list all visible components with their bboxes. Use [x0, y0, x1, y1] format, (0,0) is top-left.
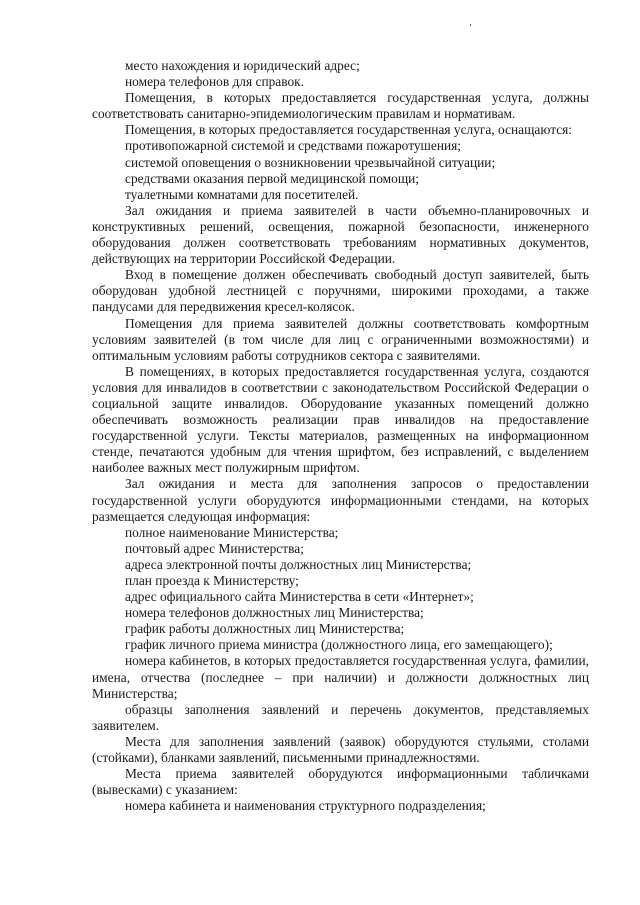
paragraph: Помещения, в которых предоставляется государственная услуга, должны соответствовать санитарно-эпидемиологическим правилам и нормативам. [92, 90, 589, 122]
paragraph: Помещения для приема заявителей должны соответствовать комфортным условиям заявителей (в том числе для лиц с ограниченными возможностями) и оптимальным условиям работы сотрудников сектора с заявителями. [92, 315, 589, 363]
list-item: адреса электронной почты должностных лиц Министерства; [125, 556, 472, 572]
list-item: полное наименование Министерства; [125, 524, 339, 540]
list-item: средствами оказания первой медицинской помощи; [125, 170, 420, 186]
list-item: план проезда к Министерству; [125, 573, 299, 588]
list-item: почтовый адрес Министерства; [125, 540, 304, 556]
paragraph: номера кабинетов, в которых предоставляется государственная услуга, фамилии, имена, отчества (последнее – при наличии) и должности должностных лиц Министерства; [92, 653, 589, 701]
list-item: номера телефонов должностных лиц Министерства; [125, 605, 424, 621]
list-item: противопожарной системой и средствами пожаротушения; [125, 138, 462, 154]
paragraph: Зал ожидания и приема заявителей в части объемно-планировочных и конструктивных решений, освещения, пожарной безопасности, инженерного оборудования должен соответствовать требованиям нормативных документов, действующих на территории Российской Федерации. [92, 202, 589, 267]
list-item: номера кабинета и наименования структурного подразделения; [125, 798, 486, 814]
paragraph: образцы заполнения заявлений и перечень документов, представляемых заявителем. [92, 701, 589, 733]
list-item: системой оповещения о возникновении чрезвычайной ситуации; [125, 154, 496, 170]
list-item: график личного приема министра (должностного лица, его замещающего); [125, 637, 553, 653]
list-item: номера телефонов для справок. [125, 74, 305, 90]
scan-speck [470, 24, 471, 26]
paragraph: Вход в помещение должен обеспечивать свободный доступ заявителей, быть оборудован удобной лестницей с поручнями, широкими проходами, а также пандусами для передвижения кресел-колясок. [92, 267, 589, 315]
list-item: адрес официального сайта Министерства в сети «Интернет»; [125, 589, 474, 605]
list-item: место нахождения и юридический адрес; [125, 58, 360, 73]
paragraph: Зал ожидания и места для заполнения запросов о предоставлении государственной услуги оборудуются информационными стендами, на которых размещается следующая информация: [92, 476, 589, 524]
list-item: туалетными комнатами для посетителей. [125, 186, 359, 202]
list-item: график работы должностных лиц Министерства; [125, 621, 405, 637]
paragraph: Помещения, в которых предоставляется государственная услуга, оснащаются: [125, 122, 573, 138]
paragraph: Места приема заявителей оборудуются информационными табличками (вывесками) с указанием: [92, 766, 589, 798]
paragraph: Места для заполнения заявлений (заявок) оборудуются стульями, столами (стойками), бланками заявлений, письменными принадлежностями. [92, 733, 589, 766]
paragraph: В помещениях, в которых предоставляется государственная услуга, создаются условия для инвалидов в соответствии с законодательством Российской Федерации о социальной защите инвалидов. Оборудование указанных помещений должно обеспечивать возможность реализации прав инвалидов на предоставление государственной услуги. Тексты материалов, размещенных на информационном стенде, печатаются удобным для чтения шрифтом, без исправлений, с выделением наиболее важных мест полужирным шрифтом. [92, 363, 589, 476]
document-body [92, 58, 589, 814]
